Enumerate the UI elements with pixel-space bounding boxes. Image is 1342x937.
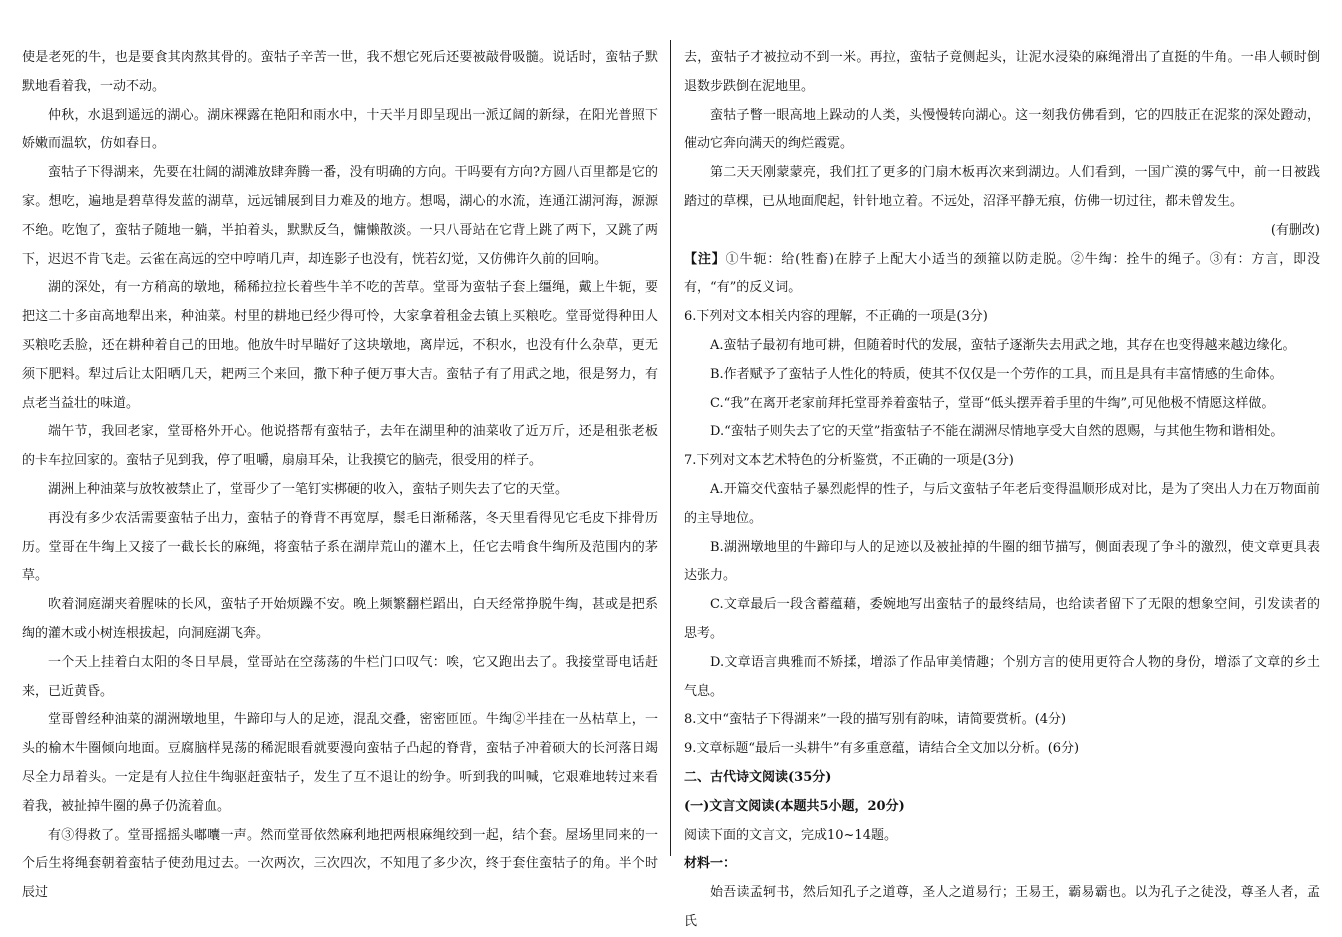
- left-paragraph-2: 仲秋，水退到遥远的湖心。湖床裸露在艳阳和雨水中，十天半月即呈现出一派辽阔的新绿，在阳光普照下娇嫩而温软，仿如春日。: [22, 107, 658, 152]
- section-2-title: 二、古代诗文阅读(35分): [684, 769, 832, 785]
- material-text: 始吾读孟轲书，然后知孔子之道尊，圣人之道易行；王易王，霸易霸也。以为孔子之徒没，尊圣人者，孟氏: [684, 885, 1320, 929]
- right-paragraph-2: 蛮牯子瞥一眼高地上跺动的人类，头慢慢转向湖心。这一刻我仿佛看到，它的四肢正在泥浆的深处蹬动，催动它奔向满天的绚烂霞霓。: [684, 107, 1320, 152]
- question-7-option-b: B.湖洲墩地里的牛蹄印与人的足迹以及被扯掉的牛圈的细节描写，侧面表现了争斗的激烈，使文章更具表达张力。: [684, 539, 1320, 584]
- question-6-option-d: D.“蛮牯子则失去了它的天堂”指蛮牯子不能在湖洲尽情地享受大自然的恩赐，与其他生物和谐相处。: [710, 424, 1284, 440]
- question-7-stem: 7.下列对文本艺术特色的分析鉴赏，不正确的一项是(3分): [684, 453, 1014, 469]
- question-7-option-c: C.文章最后一段含蓄蕴藉，委婉地写出蛮牯子的最终结局，也给读者留下了无限的想象空间，引发读者的思考。: [684, 597, 1320, 641]
- annotation-text: ①牛轭：给(牲畜)在脖子上配大小适当的颈箍以防走脱。②牛绹：拴牛的绳子。③有：方言，即没有，“有”的反义词。: [684, 251, 1320, 296]
- left-paragraph-5: 端午节，我回老家，堂哥格外开心。他说搭帮有蛮牯子，去年在湖里种的油菜收了近万斤，还是租张老板的卡车拉回家的。蛮牯子见到我，停了咀嚼，扇扇耳朵，让我摸它的脑壳，很受用的样子。: [22, 424, 658, 469]
- question-8: 8.文中“蛮牯子下得湖来”一段的描写别有韵味，请简要赏析。(4分): [684, 712, 1067, 728]
- left-paragraph-3: 蛮牯子下得湖来，先要在壮阔的湖滩放肆奔腾一番，没有明确的方向。干吗要有方向?方圆八百里都是它的家。想吃，遍地是碧草得发蓝的湖草，远远铺展到目力难及的地方。想喝，湖心的水流，连通江湖河海，源源不绝。吃饱了，蛮牯子随地一躺，半拍着头，默默反刍，慵懒散淡。一只八哥站在它背上跳了两下，又跳了两下，迟迟不肯飞走。云雀在高远的空中哼哨几声，却连影子也没有，恍若幻觉，又仿佛许久前的回响。: [22, 165, 658, 267]
- material-label: 材料一：: [684, 856, 737, 872]
- left-paragraph-10: 堂哥曾经种油菜的湖洲墩地里，牛蹄印与人的足迹，混乱交叠，密密匝匝。牛绹②半挂在一丛枯草上，一头的榆木牛圈倾向地面。豆腐脑样晃荡的稀泥眼看就要漫向蛮牯子凸起的脊背，蛮牯子冲着硕大的长河落日竭尽全力昂着头。一定是有人拉住牛绹驱赶蛮牯子，发生了互不退让的纷争。听到我的叫喊，它艰难地转过来看着我，被扯掉牛圈的鼻子仍流着血。: [22, 712, 658, 814]
- instruction: 阅读下面的文言文，完成10~14题。: [684, 827, 897, 843]
- question-7-option-a: A.开篇交代蛮牯子暴烈彪悍的性子，与后文蛮牯子年老后变得温顺形成对比，是为了突出人力在万物面前的主导地位。: [684, 481, 1320, 526]
- left-paragraph-11: 有③得救了。堂哥摇摇头嘟囔一声。然而堂哥依然麻利地把两根麻绳绞到一起，结个套。屋场里同来的一个后生将绳套朝着蛮牯子使劲甩过去。一次两次，三次四次，不知甩了多少次，终于套住蛮牯子的角。半个时辰过: [22, 827, 658, 901]
- column-divider: [670, 40, 671, 856]
- left-paragraph-4: 湖的深处，有一方稍高的墩地，稀稀拉拉长着些牛羊不吃的苦草。堂哥为蛮牯子套上缰绳，戴上牛轭，要把这二十多亩高地犁出来，种油菜。村里的耕地已经少得可怜，大家拿着租金去镇上买粮吃。堂哥觉得种田人买粮吃丢脸，还在耕种着自己的田地。他放牛时早瞄好了这块墩地，离岸远，不积水，也没有什么杂草，更无须下肥料。犁过后让太阳晒几天，耙两三个来回，撒下种子便万事大吉。蛮牯子有了用武之地，很是努力，有点老当益壮的味道。: [22, 280, 658, 411]
- annotation: [684, 246, 1320, 304]
- left-column: [22, 44, 658, 908]
- source-note: (有删改): [1270, 222, 1320, 238]
- question-7-option-d: D.文章语言典雅而不矫揉，增添了作品审美情趣；个别方言的使用更符合人物的身份，增添了文章的乡土气息。: [684, 654, 1320, 699]
- right-paragraph-3: 第二天天刚蒙蒙亮，我们扛了更多的门扇木板再次来到湖边。人们看到，一国广漠的雾气中，前一日被践踏过的草棵，已从地面爬起，针针地立着。不远处，沼泽平静无痕，仿佛一切过往，都未曾发生。: [684, 165, 1320, 209]
- left-paragraph-8: 吹着洞庭湖夹着腥味的长风，蛮牯子开始烦躁不安。晚上频繁翻栏蹈出，白天经常挣脱牛绹，甚或是把系绹的灌木或小树连根拔起，向洞庭湖飞奔。: [22, 597, 658, 641]
- subsection-title: (一)文言文阅读(本题共5小题，20分): [684, 798, 905, 814]
- left-paragraph-1: 使是老死的牛，也是要食其肉熬其骨的。蛮牯子辛苦一世，我不想它死后还要被敲骨吸髓。说话时，蛮牯子默默地看着我，一动不动。: [22, 50, 658, 94]
- left-paragraph-9: 一个天上挂着白太阳的冬日早晨，堂哥站在空荡荡的牛栏门口叹气：唉，它又跑出去了。我接堂哥电话赶来，已近黄昏。: [22, 654, 658, 699]
- question-6-option-b: B.作者赋予了蛮牯子人性化的特质，使其不仅仅是一个劳作的工具，而且是具有丰富情感的生命体。: [710, 366, 1283, 382]
- left-paragraph-7: 再没有多少农活需要蛮牯子出力，蛮牯子的脊背不再宽厚，鬃毛日渐稀落，冬天里看得见它毛皮下排骨历历。堂哥在牛绹上又接了一截长长的麻绳，将蛮牯子系在湖岸荒山的灌木上，任它去啃食牛绹所及范围内的茅草。: [22, 510, 658, 584]
- left-paragraph-6: 湖洲上种油菜与放牧被禁止了，堂哥少了一笔钉实梆硬的收入，蛮牯子则失去了它的天堂。: [48, 481, 569, 497]
- question-6-stem: 6.下列对文本相关内容的理解，不正确的一项是(3分): [684, 309, 988, 325]
- question-6-option-a: A.蛮牯子最初有地可耕，但随着时代的发展，蛮牯子逐渐失去用武之地，其存在也变得越来越边缘化。: [710, 337, 1296, 353]
- question-9: 9.文章标题“最后一头耕牛”有多重意蕴，请结合全文加以分析。(6分): [684, 741, 1080, 757]
- annotation-label: 【注】: [684, 251, 726, 267]
- right-column: [684, 44, 1320, 937]
- right-paragraph-1: 去，蛮牯子才被拉动不到一米。再拉，蛮牯子竟侧起头，让泥水浸染的麻绳滑出了直挺的牛角。一串人顿时倒退数步跌倒在泥地里。: [684, 50, 1320, 94]
- question-6-option-c: C.“我”在离开老家前拜托堂哥养着蛮牯子，堂哥“低头摆弄着手里的牛绹”,可见他极不情愿这样做。: [710, 395, 1275, 411]
